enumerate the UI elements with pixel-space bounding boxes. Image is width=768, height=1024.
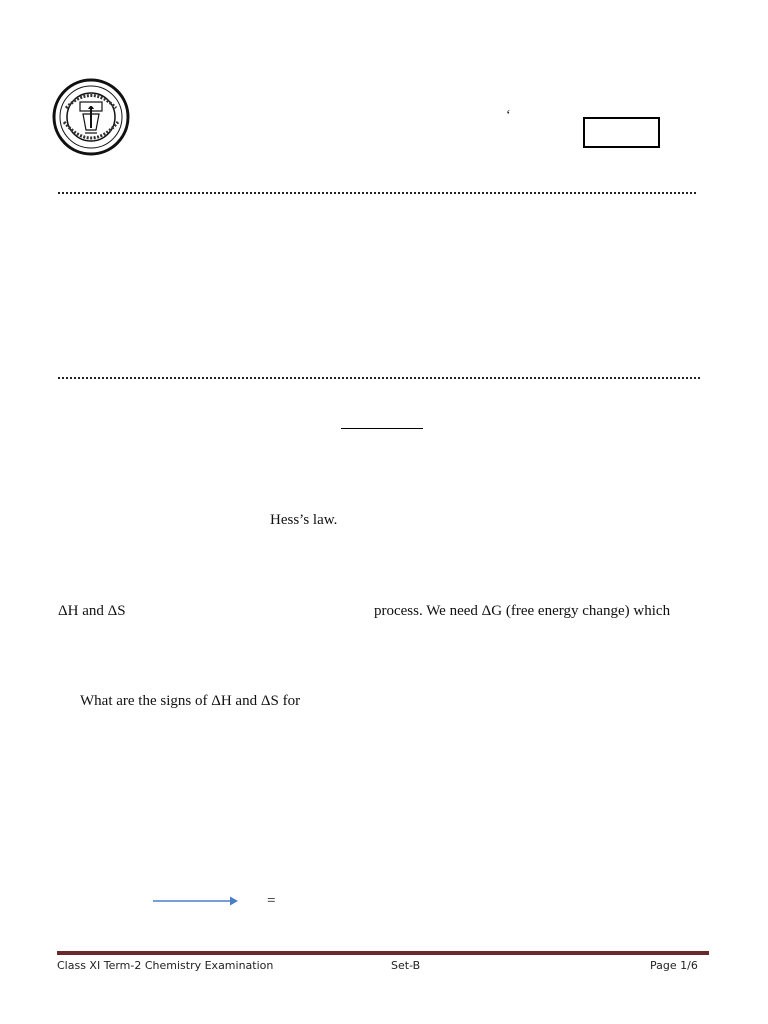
- header-divider: [58, 192, 696, 194]
- hess-law-text: Hess’s law.: [270, 512, 338, 528]
- set-code-box: [583, 117, 660, 148]
- stray-mark: ‘: [506, 108, 511, 123]
- school-seal-icon: [52, 78, 130, 156]
- footer-exam-title: Class XI Term-2 Chemistry Examination: [57, 959, 274, 972]
- instructions-divider: [58, 377, 700, 379]
- section-heading-underline: [341, 428, 423, 429]
- equals-sign: =: [267, 893, 276, 909]
- footer-page-number: Page 1/6: [650, 959, 698, 972]
- process-text: process. We need ΔG (free energy change) which: [374, 603, 671, 619]
- signs-question-text: What are the signs of ΔH and ΔS for: [80, 693, 301, 709]
- footer-rule: [57, 951, 709, 955]
- footer-set-label: Set-B: [391, 959, 421, 972]
- reaction-arrow-icon: [152, 894, 240, 908]
- dh-ds-text: ΔH and ΔS: [58, 603, 126, 619]
